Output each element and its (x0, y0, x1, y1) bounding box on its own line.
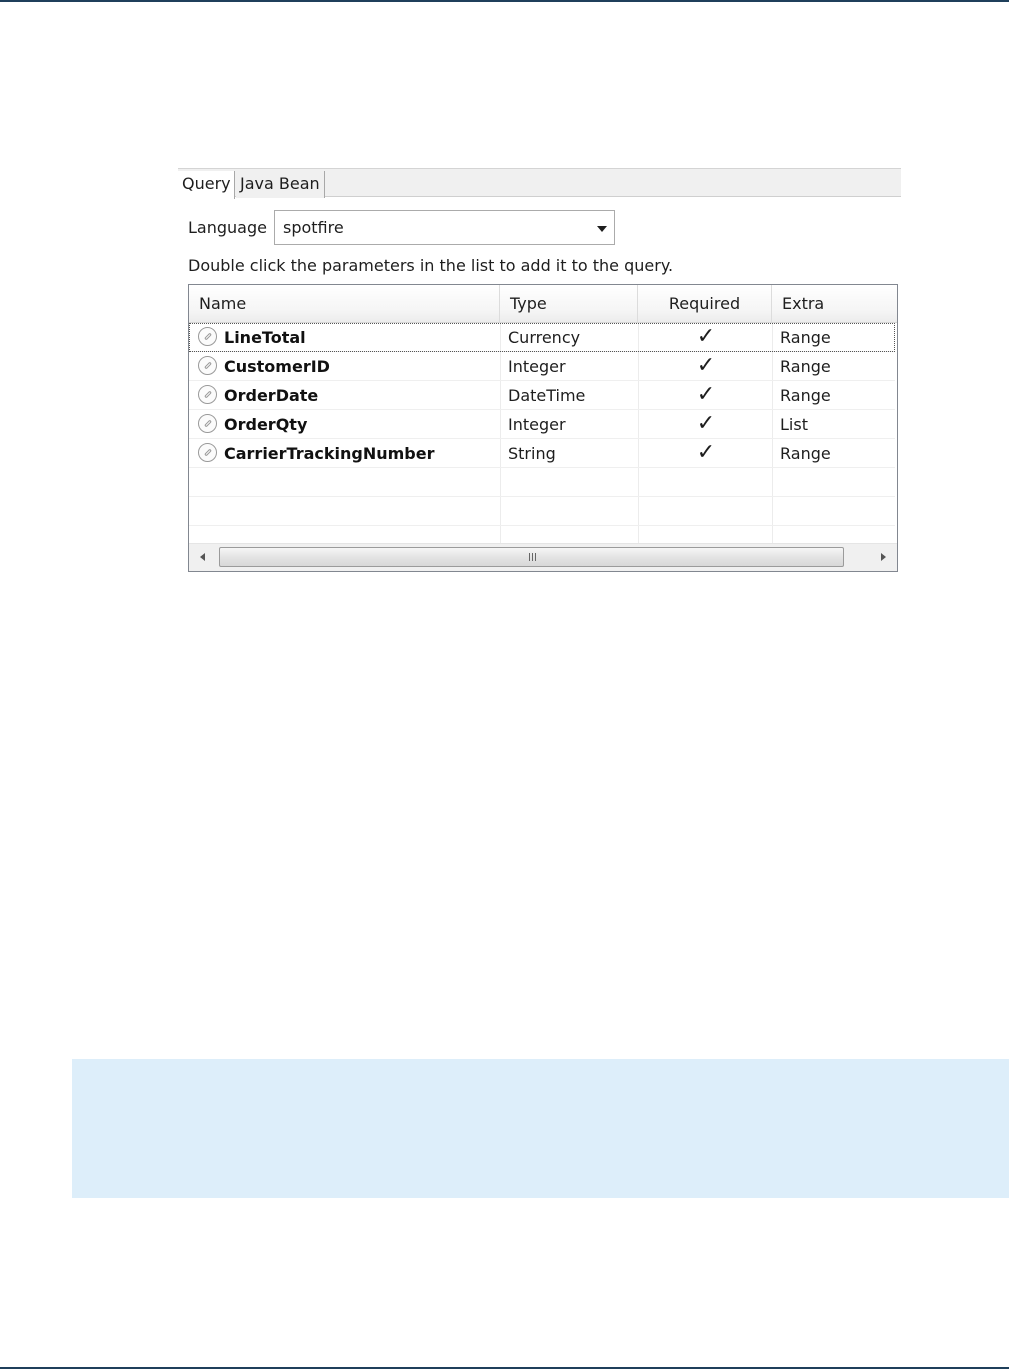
instruction-text: Double click the parameters in the list to add it to the query. (188, 256, 674, 275)
parameter-name: OrderQty (224, 415, 308, 434)
required-check: ✓ (696, 324, 716, 349)
parameter-extra: Range (780, 444, 831, 463)
grip-icon (529, 553, 536, 561)
parameter-name: LineTotal (224, 328, 306, 347)
column-header-name[interactable]: Name (189, 285, 500, 322)
required-check: ✓ (696, 411, 716, 436)
scroll-right-icon[interactable] (881, 553, 886, 561)
chevron-down-icon[interactable] (597, 226, 607, 232)
language-selected-value: spotfire (283, 218, 344, 237)
empty-row (189, 497, 895, 526)
column-header-required[interactable]: Required (638, 285, 772, 322)
column-header-row (189, 285, 897, 323)
required-check: ✓ (696, 382, 716, 407)
table-row[interactable] (189, 323, 895, 352)
table-row[interactable] (189, 410, 895, 439)
language-select[interactable] (274, 210, 615, 245)
parameter-name: OrderDate (224, 386, 319, 405)
horizontal-scrollbar[interactable] (189, 543, 897, 571)
parameter-type: String (508, 444, 556, 463)
parameter-extra: List (780, 415, 808, 434)
table-row[interactable] (189, 439, 895, 468)
parameter-extra: Range (780, 328, 831, 347)
tab-query[interactable]: Query (178, 171, 235, 199)
page-header-rule (0, 0, 1009, 2)
language-label: Language (188, 218, 267, 237)
note-box (72, 1059, 1009, 1198)
scroll-left-icon[interactable] (200, 553, 205, 561)
parameter-icon (198, 385, 217, 404)
parameter-name: CustomerID (224, 357, 330, 376)
parameter-icon (198, 414, 217, 433)
page-footer-rule (0, 1367, 1009, 1369)
parameter-type: Currency (508, 328, 581, 347)
parameter-extra: Range (780, 386, 831, 405)
parameter-list[interactable] (188, 284, 898, 572)
parameter-name: CarrierTrackingNumber (224, 444, 435, 463)
tab-strip (178, 168, 901, 197)
required-check: ✓ (696, 353, 716, 378)
parameter-type: Integer (508, 415, 566, 434)
parameter-type: DateTime (508, 386, 586, 405)
table-row[interactable] (189, 352, 895, 381)
column-header-extra[interactable]: Extra (782, 294, 825, 313)
parameter-icon (198, 356, 217, 375)
scrollbar-thumb[interactable] (219, 547, 844, 567)
parameter-icon (198, 443, 217, 462)
column-header-type[interactable]: Type (500, 285, 638, 322)
required-check: ✓ (696, 440, 716, 465)
parameter-extra: Range (780, 357, 831, 376)
empty-row (189, 468, 895, 497)
table-row[interactable] (189, 381, 895, 410)
parameter-icon (198, 327, 217, 346)
tab-java-bean[interactable]: Java Bean (236, 171, 325, 198)
parameter-type: Integer (508, 357, 566, 376)
